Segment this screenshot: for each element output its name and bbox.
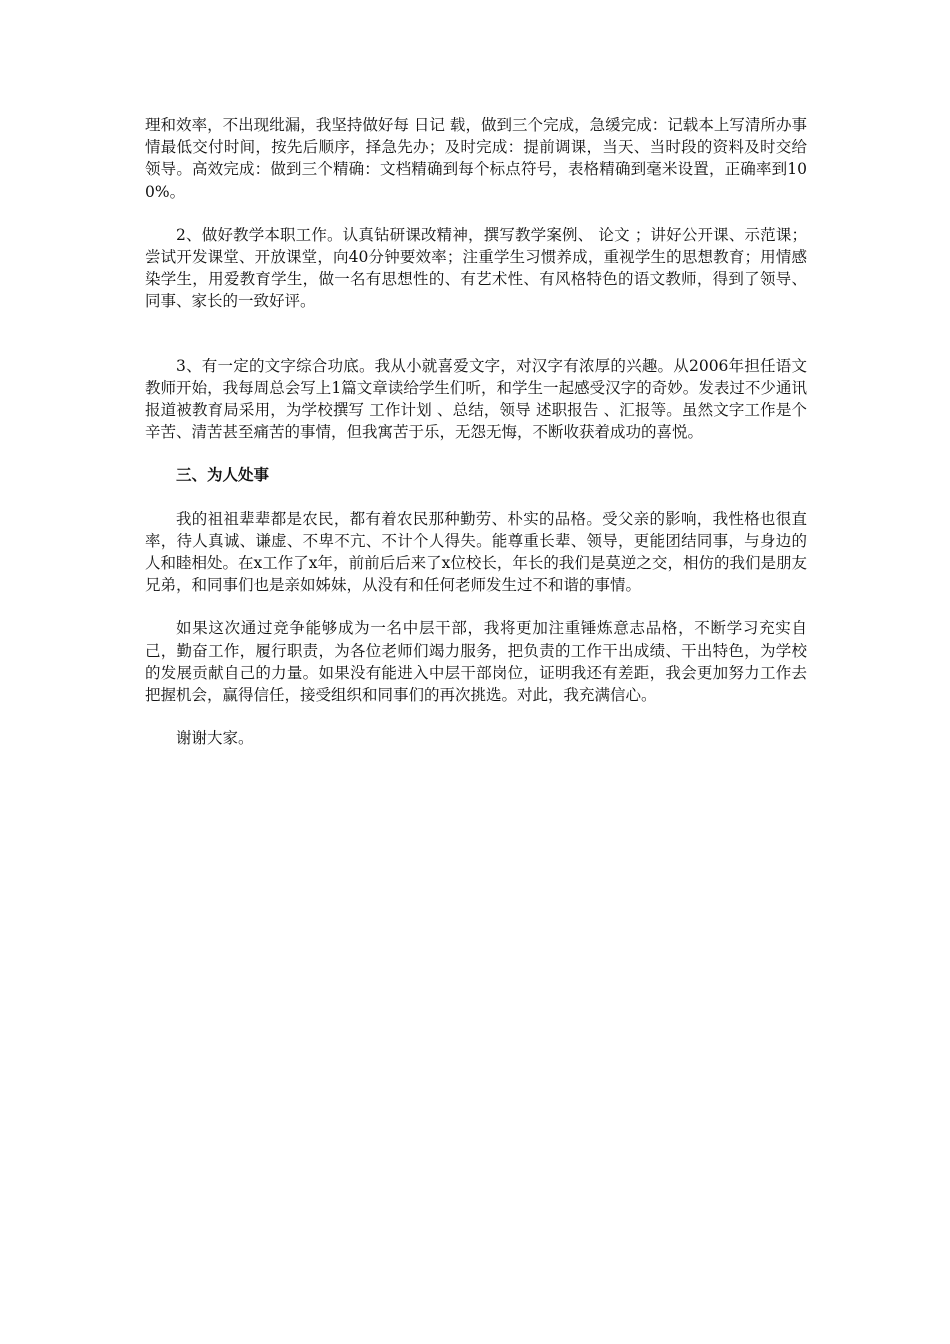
paragraph-teaching: 2、做好教学本职工作。认真钻研课改精神，撰写教学案例、 论文 ；讲好公开课、示范课；尝试开发课堂、开放课堂，向40分钟要效率；注重学生习惯养成，重视学生的思想教育；用情感染学生，用爱教育学生，做一名有思想性的、有艺术性、有风格特色的语文教师，得到了领导、同事、家长的一致好评。 bbox=[145, 225, 807, 311]
paragraph-commitment: 如果这次通过竞争能够成为一名中层干部，我将更加注重锤炼意志品格，不断学习充实自己，勤奋工作，履行职责，为各位老师们竭力服务，把负责的工作干出成绩、干出特色，为学校的发展贡献自己的力量。如果没有能进入中层干部岗位，证明我还有差距，我会更加努力工作去把握机会，赢得信任，接受组织和同事们的再次挑选。对此，我充满信心。 bbox=[145, 619, 807, 705]
document-page bbox=[145, 114, 807, 749]
paragraph-writing: 3、有一定的文字综合功底。我从小就喜爱文字，对汉字有浓厚的兴趣。从2006年担任语文教师开始，我每周总会写上1篇文章读给学生们听，和学生一起感受汉字的奇妙。发表过不少通讯报道被教育局采用，为学校撰写 工作计划 、总结，领导 述职报告 、汇报等。虽然文字工作是个辛苦、清苦甚至痛苦的事情，但我寓苦于乐，无怨无悔，不断收获着成功的喜悦。 bbox=[145, 356, 807, 442]
section-heading-conduct: 三、为人处事 bbox=[176, 466, 270, 485]
paragraph-thanks: 谢谢大家。 bbox=[176, 729, 254, 748]
paragraph-efficiency: 理和效率，不出现纰漏，我坚持做好每 日记 载，做到三个完成，急缓完成：记载本上写清所办事情最低交付时间，按先后顺序，择急先办；及时完成：提前调课，当天、当时段的资料及时交给领导。高效完成：做到三个精确：文档精确到每个标点符号，表格精确到毫米设置，正确率到100%。 bbox=[145, 116, 807, 201]
paragraph-character: 我的祖祖辈辈都是农民，都有着农民那种勤劳、朴实的品格。受父亲的影响，我性格也很直率，待人真诚、谦虚、不卑不亢、不计个人得失。能尊重长辈、领导，更能团结同事，与身边的人和睦相处。在x工作了x年，前前后后来了x位校长，年长的我们是莫逆之交，相仿的我们是朋友兄弟，和同事们也是亲如姊妹，从没有和任何老师发生过不和谐的事情。 bbox=[145, 509, 807, 595]
